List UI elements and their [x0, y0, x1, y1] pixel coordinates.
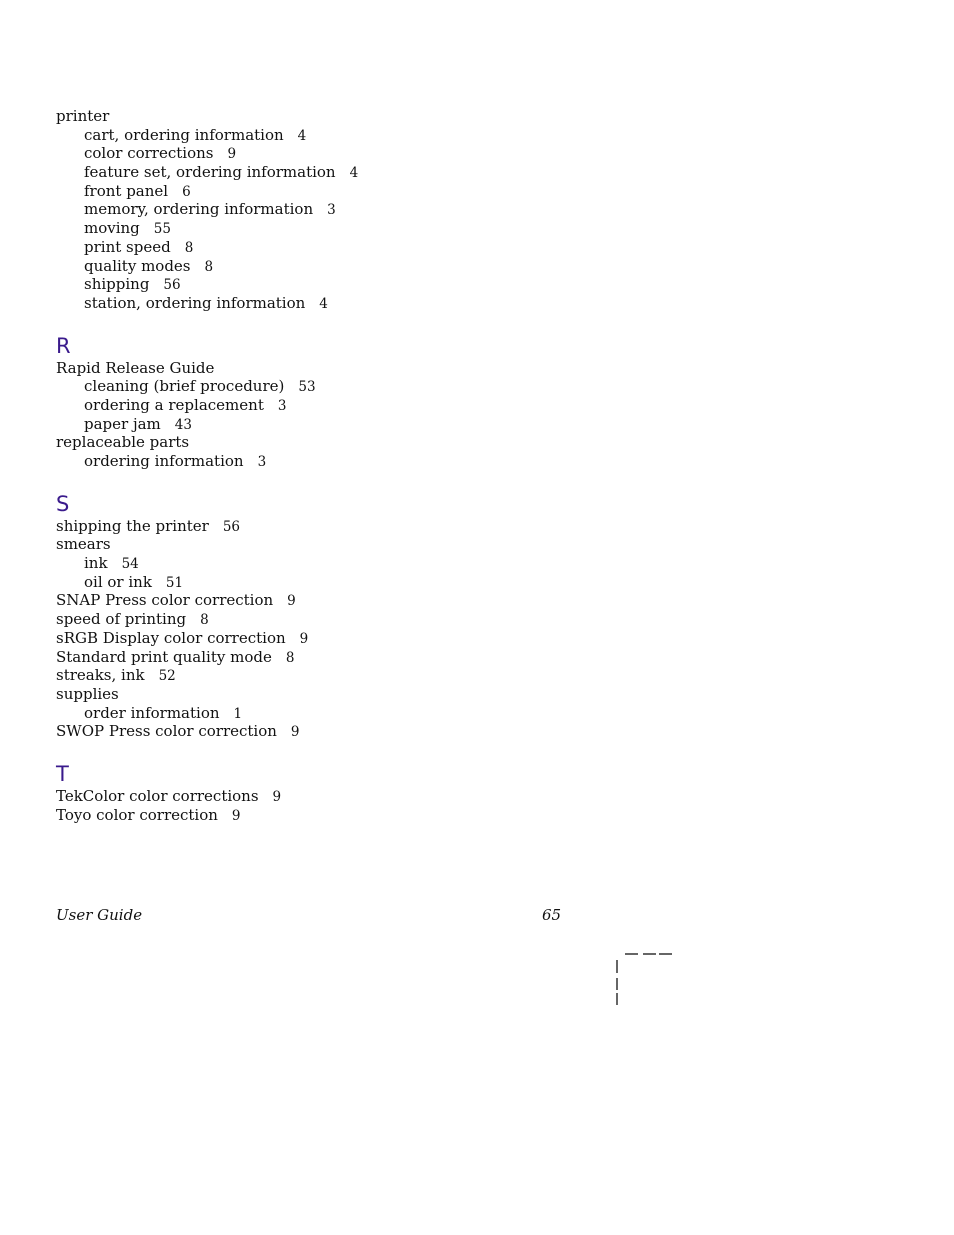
- entry-text: Rapid Release Guide: [56, 358, 215, 377]
- entry-text: ink: [84, 554, 108, 573]
- index-entry: [56, 610, 656, 629]
- index-subentry: [56, 126, 656, 145]
- entry-text: print speed: [84, 237, 171, 256]
- entry-text: moving: [84, 219, 140, 238]
- index-entry: [56, 787, 656, 806]
- entry-page-number: 9: [299, 630, 309, 647]
- entry-page-number: 4: [297, 127, 307, 144]
- entry-text: SWOP Press color correction: [56, 722, 277, 741]
- entry-page-number: 4: [319, 295, 328, 312]
- section-letter: T: [56, 761, 69, 786]
- entry-page-number: 8: [285, 649, 295, 666]
- entry-page-number: 52: [158, 668, 176, 685]
- footer-page-number: 65: [542, 906, 562, 924]
- entry-text: TekColor color corrections: [56, 786, 259, 805]
- entry-text: replaceable parts: [56, 433, 190, 452]
- entry-page-number: 6: [182, 183, 191, 200]
- entry-page-number: 43: [174, 416, 192, 433]
- index-subentry: [56, 144, 656, 163]
- entry-text: cleaning (brief procedure): [84, 377, 285, 396]
- entry-page-number: 56: [222, 518, 241, 535]
- index-subentry: [56, 704, 656, 723]
- entry-text: printer: [56, 107, 110, 125]
- index-subentry: [56, 238, 656, 257]
- index-section: [56, 491, 656, 741]
- entry-text: front panel: [84, 181, 169, 200]
- index-subentry: [56, 163, 656, 182]
- entry-page-number: 1: [233, 705, 243, 722]
- entry-page-number: 55: [153, 221, 171, 238]
- entry-text: speed of printing: [56, 610, 187, 629]
- index-subentry: [56, 200, 656, 219]
- entry-page-number: 53: [298, 379, 316, 396]
- index-entry: [56, 433, 656, 452]
- index-subentry: [56, 452, 656, 471]
- entry-text: ordering a replacement: [84, 395, 264, 414]
- index-entry: [56, 107, 656, 126]
- entry-page-number: 9: [231, 807, 241, 824]
- index-entry: [56, 722, 656, 741]
- index-entry: [56, 806, 656, 825]
- index-subentry: [56, 377, 656, 396]
- entry-text: memory, ordering information: [84, 200, 314, 219]
- entry-text: order information: [84, 703, 220, 722]
- index-subentry: [56, 294, 656, 313]
- index-section: [56, 761, 656, 824]
- index-section: [56, 333, 656, 471]
- footer-title: User Guide: [56, 906, 143, 924]
- index-entry: [56, 648, 656, 667]
- section-letter: R: [56, 333, 71, 358]
- index-subentry: [56, 554, 656, 573]
- entry-text: Standard print quality mode: [56, 647, 272, 666]
- index-subentry: [56, 275, 656, 294]
- entry-text: streaks, ink: [56, 666, 145, 685]
- section-letter: S: [56, 491, 70, 516]
- entry-text: feature set, ordering information: [84, 163, 336, 182]
- entry-text: oil or ink: [84, 572, 152, 591]
- entry-page-number: 9: [287, 593, 296, 610]
- index-subentry: [56, 219, 656, 238]
- entry-page-number: 51: [165, 574, 184, 591]
- index-entry: [56, 359, 656, 378]
- entry-page-number: 9: [290, 724, 300, 741]
- entry-text: shipping the printer: [56, 516, 209, 535]
- index-subentry: [56, 257, 656, 276]
- crop-marks: [614, 946, 676, 1010]
- entry-text: color corrections: [84, 144, 214, 163]
- entry-page-number: 54: [121, 556, 139, 573]
- entry-page-number: 3: [277, 397, 287, 414]
- entry-text: ordering information: [84, 452, 244, 470]
- index-entry: [56, 591, 656, 610]
- index-subentry: [56, 415, 656, 434]
- entry-text: paper jam: [84, 414, 161, 433]
- entry-text: Toyo color correction: [56, 805, 218, 824]
- entry-page-number: 8: [204, 258, 214, 275]
- index-subentry: [56, 573, 656, 592]
- index-subentry: [56, 182, 656, 201]
- index-section: [56, 107, 656, 313]
- index-entry: [56, 517, 656, 536]
- entry-page-number: 3: [257, 454, 267, 470]
- entry-text: supplies: [56, 684, 119, 703]
- index-entry: [56, 685, 656, 704]
- entry-page-number: 4: [349, 165, 359, 182]
- entry-text: cart, ordering information: [84, 125, 284, 144]
- entry-text: station, ordering information: [84, 293, 306, 312]
- entry-page-number: 9: [227, 146, 237, 163]
- entry-page-number: 8: [200, 612, 209, 629]
- entry-text: quality modes: [84, 256, 191, 275]
- entry-text: smears: [56, 535, 111, 554]
- entry-text: shipping: [84, 275, 150, 294]
- index-list: [56, 107, 656, 824]
- entry-text: sRGB Display color correction: [56, 628, 286, 647]
- entry-text: SNAP Press color correction: [56, 591, 274, 610]
- index-entry: [56, 666, 656, 685]
- index-entry: [56, 629, 656, 648]
- index-entry: [56, 535, 656, 554]
- entry-page-number: 8: [184, 239, 194, 256]
- entry-page-number: 9: [272, 788, 282, 805]
- entry-page-number: 56: [163, 277, 181, 294]
- index-subentry: [56, 396, 656, 415]
- entry-page-number: 3: [327, 202, 336, 219]
